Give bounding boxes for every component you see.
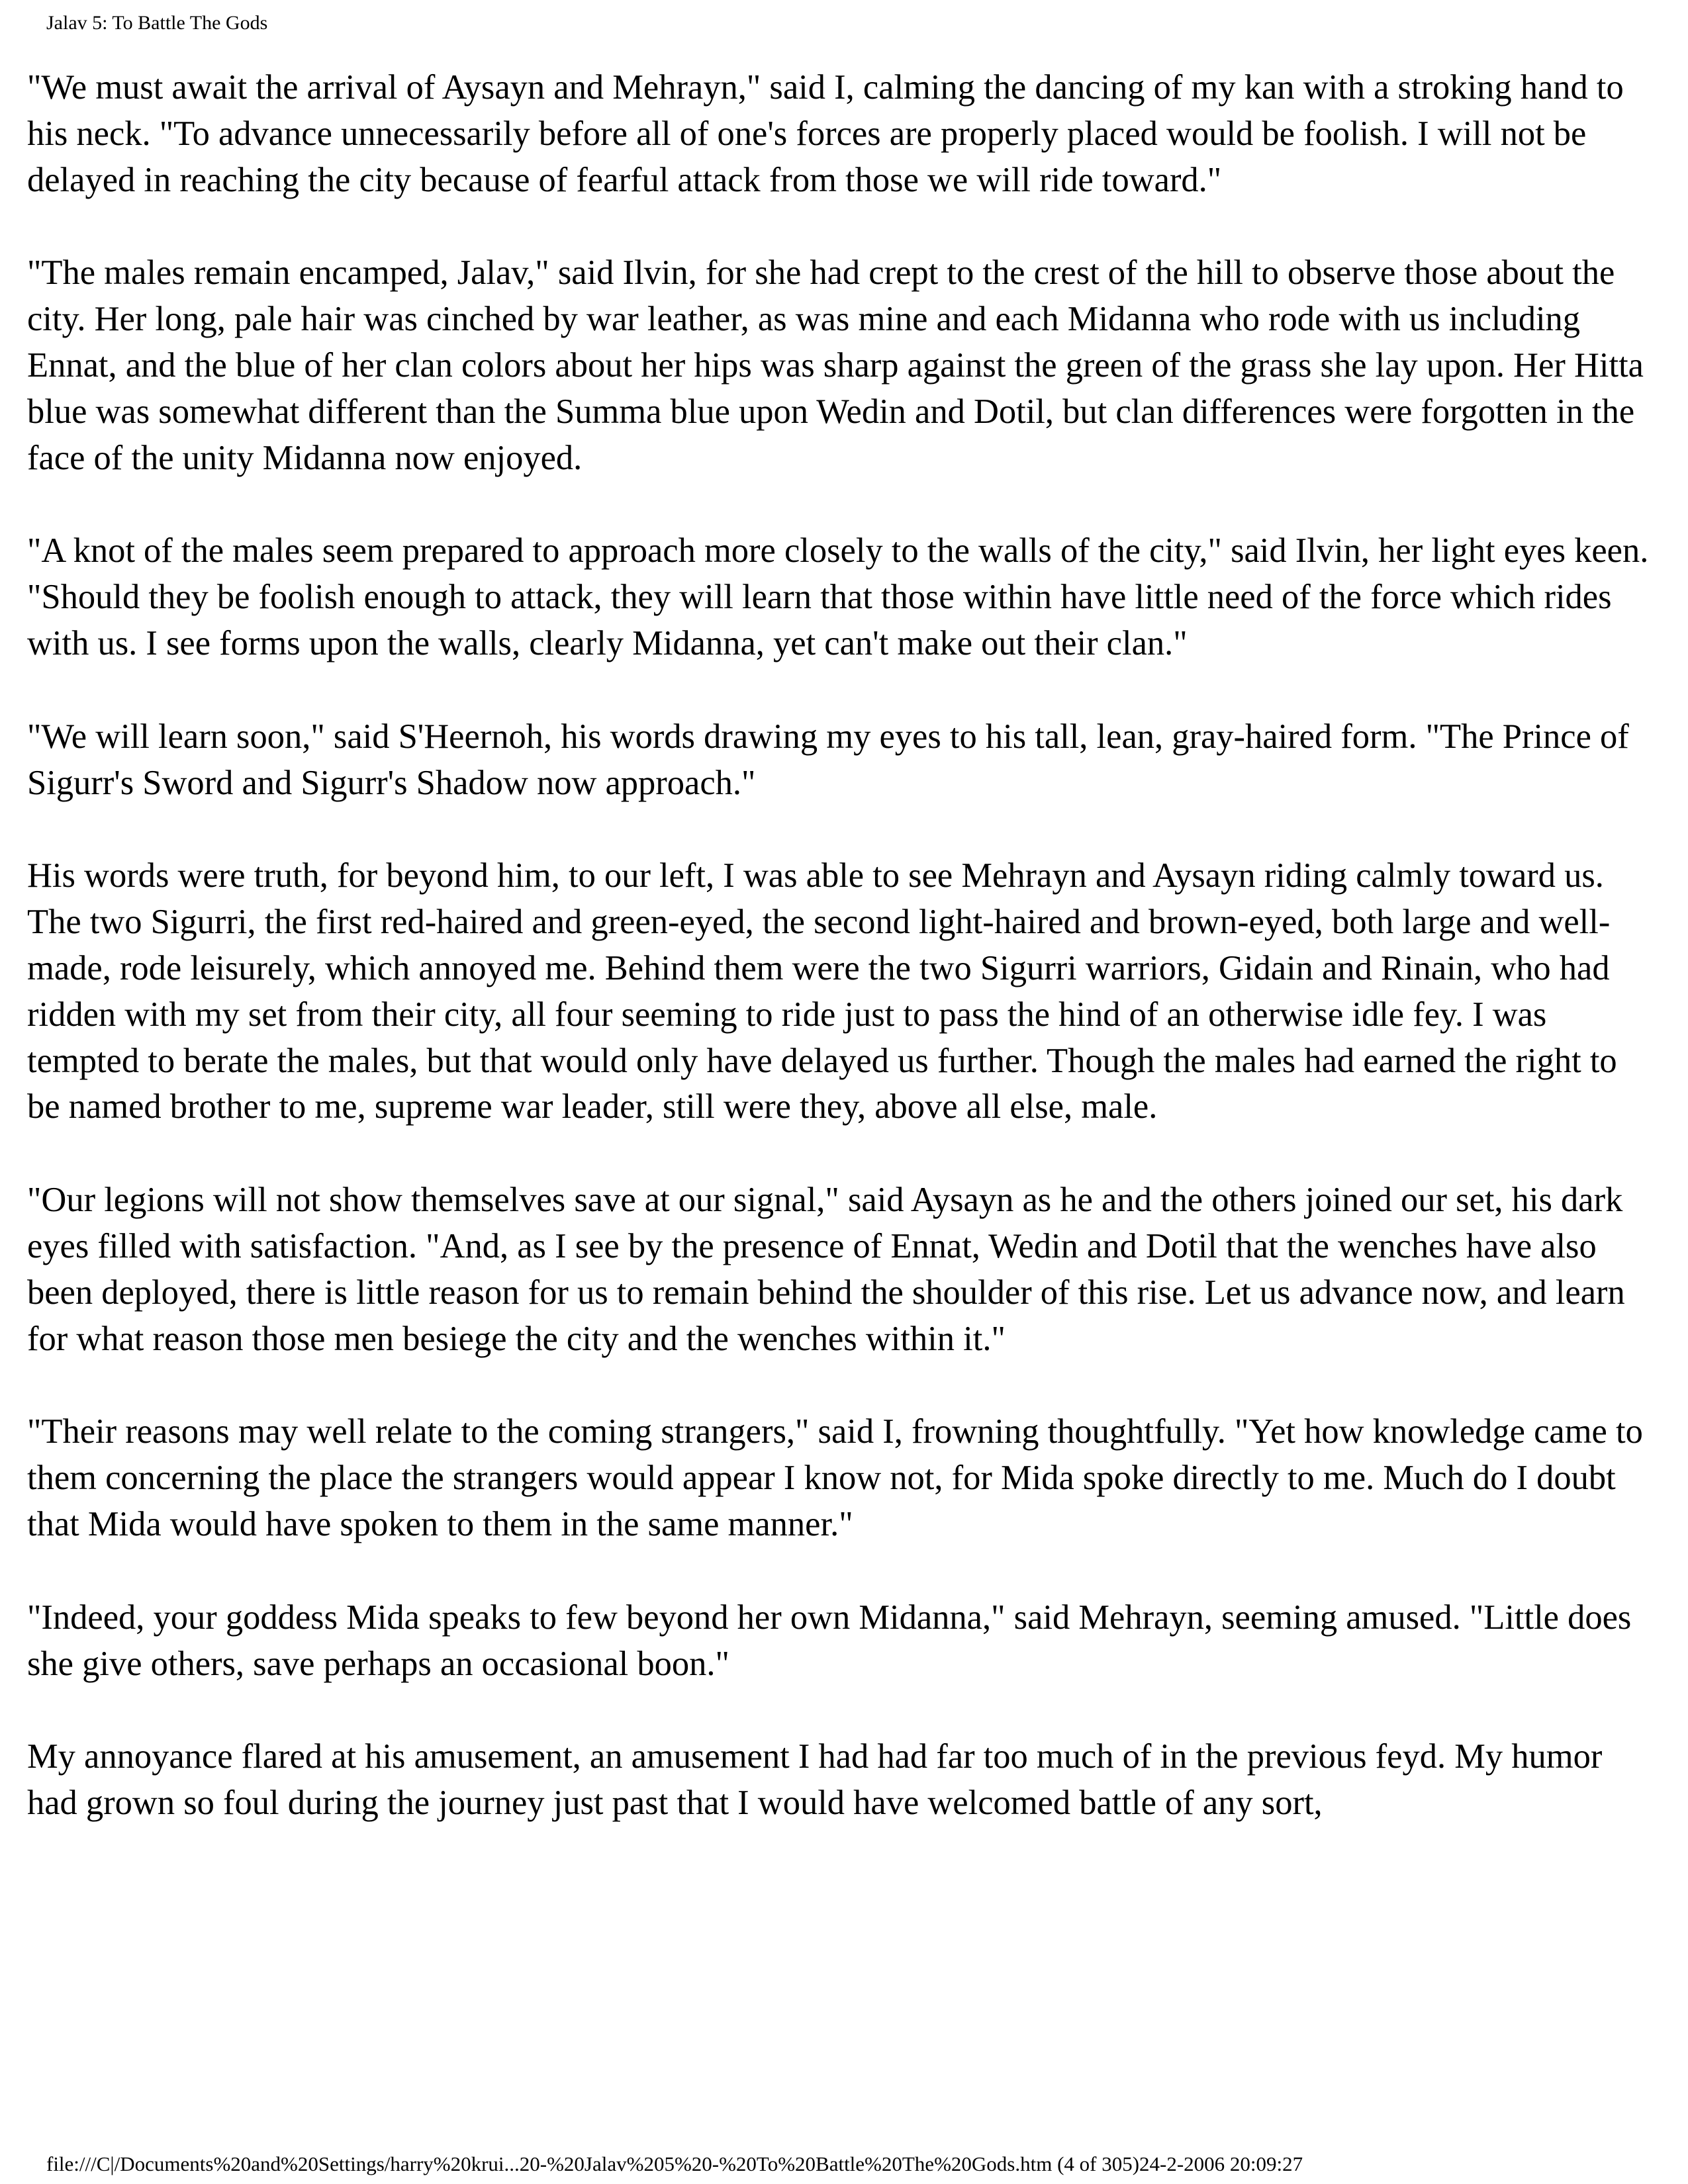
paragraph: "We must await the arrival of Aysayn and Mehrayn," said I, calming the dancing of my kan with a stroking hand to his neck. "To advance unnecessarily before all of one's forces are properly placed would be foolish. I will not be delayed in reaching the city because of fearful attack from those we will ride toward." <box>27 68 1624 199</box>
document-body <box>27 65 1657 1874</box>
paragraph: "The males remain encamped, Jalav," said Ilvin, for she had crept to the crest of the hill to observe those about the city. Her long, pale hair was cinched by war leather, as was mine and each Midanna who rode with us including Ennat, and the blue of her clan colors about her hips was sharp against the green of the grass she lay upon. Her Hitta blue was somewhat different than the Summa blue upon Wedin and Dotil, but clan differences were forgotten in the face of the unity Midanna now enjoyed. <box>27 253 1644 477</box>
paragraph: "Indeed, your goddess Mida speaks to few beyond her own Midanna," said Mehrayn, seeming amused. "Little does she give others, save perhaps an occasional boon." <box>27 1598 1632 1683</box>
paragraph: My annoyance flared at his amusement, an amusement I had had far too much of in the previous feyd. My humor had grown so foul during the journey just past that I would have welcomed battle of any sort, <box>27 1737 1603 1823</box>
paragraph: "A knot of the males seem prepared to approach more closely to the walls of the city," said Ilvin, her light eyes keen. "Should they be foolish enough to attack, they will learn that those within have little need of the force which rides with us. I see forms upon the walls, clearly Midanna, yet can't make out their clan." <box>27 531 1649 662</box>
page-header-title: Jalav 5: To Battle The Gods <box>46 12 268 34</box>
paragraph: "Their reasons may well relate to the coming strangers," said I, frowning thoughtfully. "Yet how knowledge came to them concerning the place the strangers would appear I know not, for Mida spoke directly to me. Much do I doubt that Mida would have spoken to them in the same manner." <box>27 1412 1643 1543</box>
paragraph: His words were truth, for beyond him, to our left, I was able to see Mehrayn and Aysayn riding calmly toward us. The two Sigurri, the first red-haired and green-eyed, the second light-haired and brown-eyed, both large and well-made, rode leisurely, which annoyed me. Behind them were the two Sigurri warriors, Gidain and Rinain, who had ridden with my set from their city, all four seeming to ride just to pass the hind of an otherwise idle fey. I was tempted to berate the males, but that would only have delayed us further. Though the males had earned the right to be named brother to me, supreme war leader, still were they, above all else, male. <box>27 856 1617 1126</box>
page-footer-path: file:///C|/Documents%20and%20Settings/harry%20krui...20-%20Jalav%205%20-%20To%20Battle%20The%20Gods.htm (4 of 305)24-2-2006 20:09:27 <box>46 2152 1303 2175</box>
paragraph: "We will learn soon," said S'Heernoh, his words drawing my eyes to his tall, lean, gray-haired form. "The Prince of Sigurr's Sword and Sigurr's Shadow now approach." <box>27 717 1629 802</box>
paragraph: "Our legions will not show themselves save at our signal," said Aysayn as he and the others joined our set, his dark eyes filled with satisfaction. "And, as I see by the presence of Ennat, Wedin and Dotil that the wenches have also been deployed, there is little reason for us to remain behind the shoulder of this rise. Let us advance now, and learn for what reason those men besiege the city and the wenches within it." <box>27 1181 1625 1358</box>
